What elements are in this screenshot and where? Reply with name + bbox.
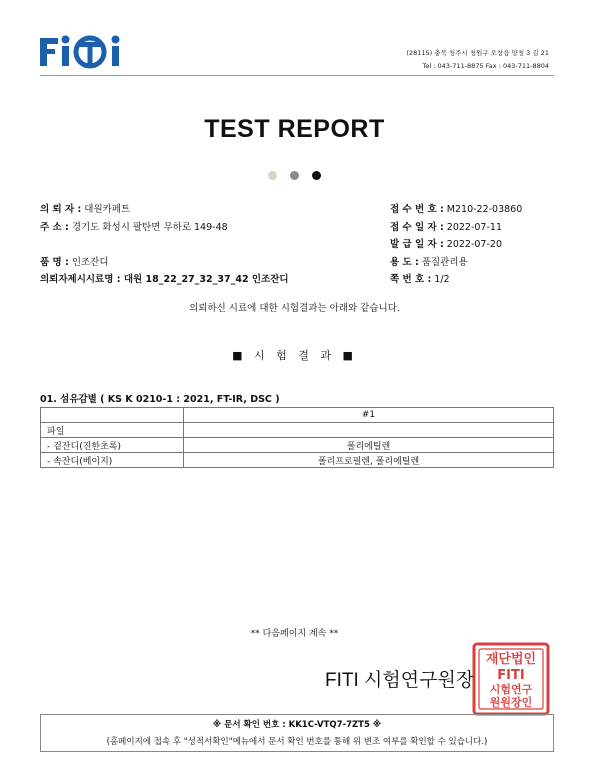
next-page-note: ** 다음페이지 계속 ** [250, 629, 339, 639]
official-seal [471, 641, 551, 717]
intro-text: 의뢰하신 시료에 대한 시험결과는 아래와 같습니다. [189, 303, 400, 314]
table-cell: - 속잔디(베이지) [41, 453, 184, 468]
fiti-logo [40, 32, 132, 70]
info-row-item [40, 254, 109, 268]
table-row [41, 453, 554, 468]
info-row-address [40, 219, 228, 233]
table-cell [184, 423, 554, 438]
table-cell: - 겉잔디(진한초록) [41, 438, 184, 453]
signature-text: FITI 시험연구원장 [325, 670, 475, 691]
dot-gray [290, 171, 299, 180]
table-row [41, 408, 554, 423]
dot-black [312, 171, 321, 180]
title-dots [0, 165, 589, 184]
dot-light [268, 171, 277, 180]
info-value: 2022-07-20 [446, 239, 502, 250]
section-title: ■ 시 험 결 과 ■ [232, 349, 357, 362]
info-label: 발 급 일 자 : [390, 239, 444, 250]
confirmation-number: ※ 문서 확인 번호 : KK1C-VTQ7-7ZT5 ※ [212, 720, 382, 730]
info-row-client [40, 201, 130, 215]
info-value: 품질관리용 [421, 257, 468, 268]
info-value: 인조잔디 [71, 257, 109, 268]
info-label: 의뢰자제시시료명 : [40, 274, 121, 285]
info-row-receipt-no [390, 201, 522, 215]
table-cell: 폴리에틸렌 [184, 438, 554, 453]
info-label: 접 수 일 자 : [390, 222, 444, 233]
info-row-purpose [390, 254, 468, 268]
contact-line: Tel : 043-711-8875 Fax : 043-711-8804 [422, 62, 549, 70]
table-row [41, 423, 554, 438]
address-line: (28115) 충북 청주시 청원구 오창읍 양청 3 길 21 [406, 49, 549, 57]
svg-text:시험연구: 시험연구 [489, 683, 533, 696]
info-value: 대원카페트 [84, 204, 131, 215]
info-row-receipt-date [390, 219, 502, 233]
table-row [41, 438, 554, 453]
results-table [40, 407, 554, 468]
info-label: 용 도 : [390, 257, 419, 268]
svg-text:재단법인: 재단법인 [485, 652, 537, 667]
info-label: 접 수 번 호 : [390, 204, 444, 215]
info-value: 2022-07-11 [446, 222, 502, 233]
header-divider [40, 75, 554, 76]
info-row-sample [40, 271, 289, 285]
info-value: 경기도 화성시 팔탄면 무하로 149-48 [71, 222, 228, 233]
info-label: 품 명 : [40, 257, 69, 268]
info-value: 1/2 [434, 274, 450, 285]
svg-text:FITI: FITI [497, 668, 525, 683]
test-heading: 01. 섬유감별 ( KS K 0210-1 : 2021, FT-IR, DSC ) [40, 394, 280, 405]
info-label: 의 뢰 자 : [40, 204, 82, 215]
header-address [406, 47, 549, 73]
table-cell: #1 [184, 408, 554, 423]
svg-text:원원장인: 원원장인 [489, 696, 533, 709]
table-cell: 폴리프로필렌, 폴리에틸렌 [184, 453, 554, 468]
info-label: 주 소 : [40, 222, 69, 233]
info-value: 대원 18_22_27_32_37_42 인조잔디 [123, 274, 289, 285]
info-label: 쪽 번 호 : [390, 274, 432, 285]
confirmation-note: (홈페이지에 접속 후 "성적서확인"메뉴에서 문서 확인 번호를 통해 위 변조 여부를 확인할 수 있습니다.) [106, 737, 488, 747]
info-row-issue-date [390, 236, 502, 250]
table-cell: 파일 [41, 423, 184, 438]
report-title: TEST REPORT [204, 115, 385, 143]
info-value: M210-22-03860 [446, 204, 523, 215]
table-cell [41, 408, 184, 423]
info-row-page [390, 271, 450, 285]
